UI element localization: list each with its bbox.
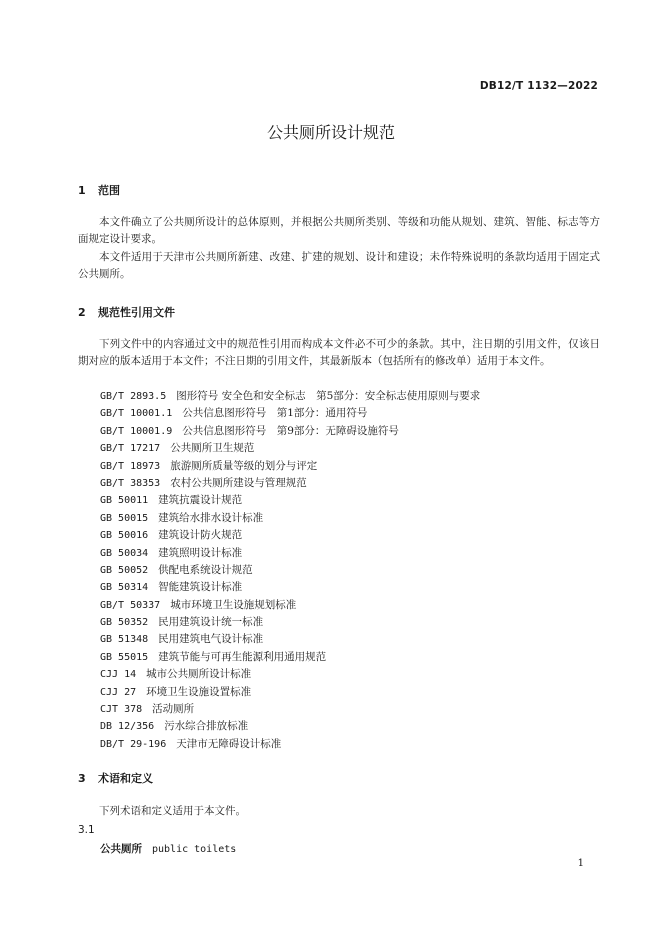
page-number: 1: [577, 858, 584, 869]
ref-name: 建筑抗震设计规范: [158, 494, 243, 507]
list-item: [100, 562, 480, 579]
list-item: [100, 510, 480, 527]
term-chinese: 公共厕所: [100, 843, 142, 855]
list-item: [100, 718, 480, 735]
ref-name: 图形符号 安全色和安全标志 第5部分：安全标志使用原则与要求: [176, 390, 481, 402]
ref-code: GB 50352: [100, 617, 149, 629]
list-item: [100, 440, 480, 457]
scope-paragraph-2: 本文件适用于天津市公共厕所新建、改建、扩建的规划、设计和建设；未作特殊说明的条款均适用于固定式公共厕所。: [78, 251, 600, 280]
ref-name: 污水综合排放标准: [164, 720, 249, 733]
ref-name: 城市环境卫生设施规划标准: [170, 598, 297, 611]
ref-code: GB 50011: [100, 495, 149, 507]
reference-list: [100, 388, 480, 753]
list-item: [100, 614, 480, 631]
scope-paragraph-1: 本文件确立了公共厕所设计的总体原则，并根据公共厕所类别、等级和功能从规划、建筑、智能、标志等方面规定设计要求。: [78, 216, 600, 245]
list-item: [100, 579, 480, 596]
section-heading-normative: [78, 304, 175, 320]
document-code: DB12/T 1132—2022: [479, 80, 598, 92]
ref-name: 建筑设计防火规范: [158, 529, 243, 542]
ref-name: 活动厕所: [152, 703, 195, 716]
ref-code: GB 50034: [100, 547, 149, 559]
ref-name: 建筑照明设计标准: [158, 546, 243, 559]
ref-code: GB 50015: [100, 512, 149, 524]
ref-code: GB 50314: [100, 582, 149, 594]
ref-code: CJJ 27: [100, 686, 137, 698]
list-item: [100, 423, 480, 440]
normative-intro: 下列文件中的内容通过文中的规范性引用而构成本文件必不可少的条款。其中，注日期的引用文件，仅该日期对应的版本适用于本文件；不注日期的引用文件，其最新版本（包括所有的修改单）适用于本文件。: [78, 338, 600, 367]
ref-name: 供配电系统设计规范: [158, 563, 253, 576]
ref-code: GB/T 38353: [100, 477, 161, 489]
ref-name: 农村公共厕所建设与管理规范: [170, 476, 307, 489]
list-item: [100, 597, 480, 614]
section-heading-scope: [78, 182, 120, 198]
section-title: 范围: [98, 184, 120, 197]
section-number: 2: [78, 306, 86, 319]
ref-code: GB 50052: [100, 564, 149, 576]
list-item: [100, 666, 480, 683]
ref-name: 城市公共厕所设计标准: [146, 668, 252, 681]
clause-number: 3.1: [78, 824, 95, 836]
ref-code: GB 51348: [100, 634, 149, 646]
ref-name: 公共信息图形符号 第9部分：无障碍设施符号: [182, 424, 399, 437]
list-item: [100, 405, 480, 422]
list-item: [100, 527, 480, 544]
document-title: 公共厕所设计规范: [266, 123, 395, 142]
ref-code: GB/T 2893.5: [100, 391, 167, 402]
ref-code: GB/T 10001.1: [100, 408, 173, 420]
list-item: [100, 545, 480, 562]
ref-code: CJT 378: [100, 704, 143, 716]
section-number: 1: [78, 184, 86, 197]
ref-code: GB 55015: [100, 651, 149, 663]
ref-name: 民用建筑设计统一标准: [158, 616, 264, 629]
list-item: [100, 388, 480, 405]
section-title: 规范性引用文件: [98, 306, 175, 319]
ref-code: DB/T 29-196: [100, 738, 167, 750]
term-entry: [100, 841, 236, 856]
ref-name: 民用建筑电气设计标准: [158, 633, 264, 646]
section-title: 术语和定义: [98, 772, 153, 785]
ref-name: 环境卫生设施设置标准: [146, 685, 252, 698]
list-item: [100, 649, 480, 666]
ref-name: 建筑节能与可再生能源利用通用规范: [158, 650, 327, 663]
ref-code: GB 50016: [100, 530, 149, 542]
ref-code: GB/T 10001.9: [100, 425, 173, 437]
ref-code: GB/T 17217: [100, 443, 161, 455]
ref-name: 旅游厕所质量等级的划分与评定: [170, 459, 318, 472]
list-item: [100, 492, 480, 509]
ref-code: CJJ 14: [100, 669, 137, 681]
section-heading-terms: [78, 770, 153, 786]
section-number: 3: [78, 772, 86, 785]
terms-intro: 下列术语和定义适用于本文件。: [99, 805, 246, 817]
ref-code: DB 12/356: [100, 721, 155, 733]
list-item: [100, 736, 480, 753]
ref-name: 建筑给水排水设计标准: [158, 511, 264, 524]
ref-name: 公共信息图形符号 第1部分：通用符号: [182, 407, 368, 420]
list-item: [100, 684, 480, 701]
ref-name: 智能建筑设计标准: [158, 581, 243, 594]
list-item: [100, 458, 480, 475]
term-english: public toilets: [152, 844, 237, 855]
list-item: [100, 475, 480, 492]
list-item: [100, 701, 480, 718]
ref-code: GB/T 18973: [100, 460, 161, 472]
list-item: [100, 631, 480, 648]
ref-code: GB/T 50337: [100, 599, 161, 611]
ref-name: 公共厕所卫生规范: [170, 442, 255, 455]
ref-name: 天津市无障碍设计标准: [176, 737, 282, 750]
